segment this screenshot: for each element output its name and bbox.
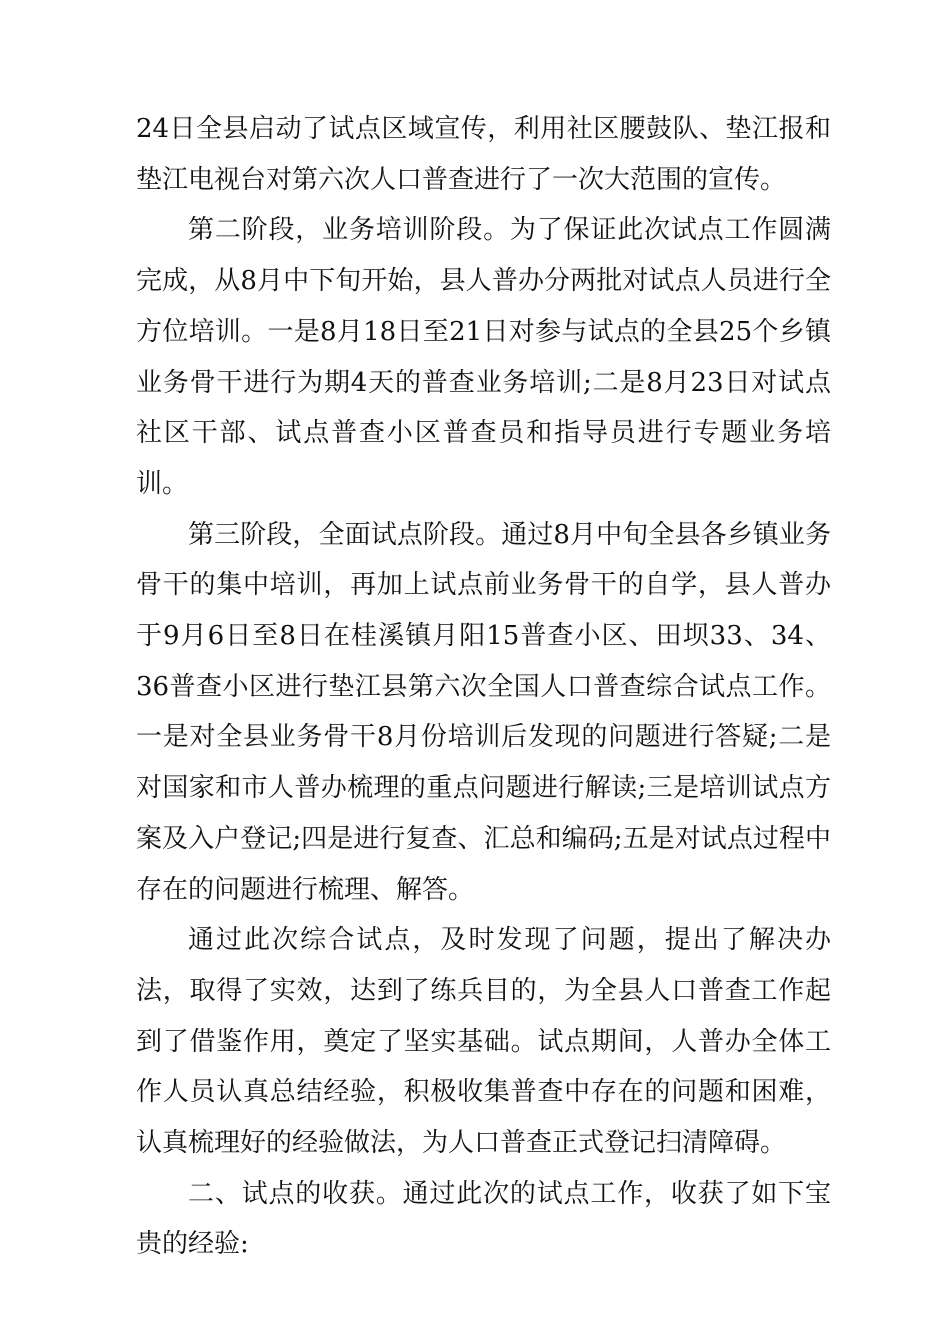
paragraph-stage-two-training: 第二阶段，业务培训阶段。为了保证此次试点工作圆满完成，从8月中下旬开始，县人普办分两批对试点人员进行全方位培训。一是8月18日至21日对参与试点的全县25个乡镇业务骨干进行为期4天的普查业务培训;二是8月23日对试点社区干部、试点普查小区普查员和指导员进行专题业务培训。 [136,215,831,499]
paragraph-pilot-summary: 通过此次综合试点，及时发现了问题，提出了解决办法，取得了实效，达到了练兵目的，为全县人口普查工作起到了借鉴作用，奠定了坚实基础。试点期间，人普办全体工作人员认真总结经验，积极收集普查中存在的问题和困难，认真梳理好的经验做法，为人口普查正式登记扫清障碍。 [136,925,831,1159]
paragraph-pilot-gains: 二、试点的收获。通过此次的试点工作，收获了如下宝贵的经验: [136,1178,831,1260]
document-body [136,104,831,1270]
paragraph-publicity: 24日全县启动了试点区域宣传，利用社区腰鼓队、垫江报和垫江电视台对第六次人口普查进行了一次大范围的宣传。 [136,114,831,195]
paragraph-stage-three-pilot: 第三阶段，全面试点阶段。通过8月中旬全县各乡镇业务骨干的集中培训，再加上试点前业务骨干的自学，县人普办于9月6日至8日在桂溪镇月阳15普查小区、田坝33、34、36普查小区进行垫江县第六次全国人口普查综合试点工作。一是对全县业务骨干8月份培训后发现的问题进行答疑;二是对国家和市人普办梳理的重点问题进行解读;三是培训试点方案及入户登记;四是进行复查、汇总和编码;五是对试点过程中存在的问题进行梳理、解答。 [136,519,831,905]
